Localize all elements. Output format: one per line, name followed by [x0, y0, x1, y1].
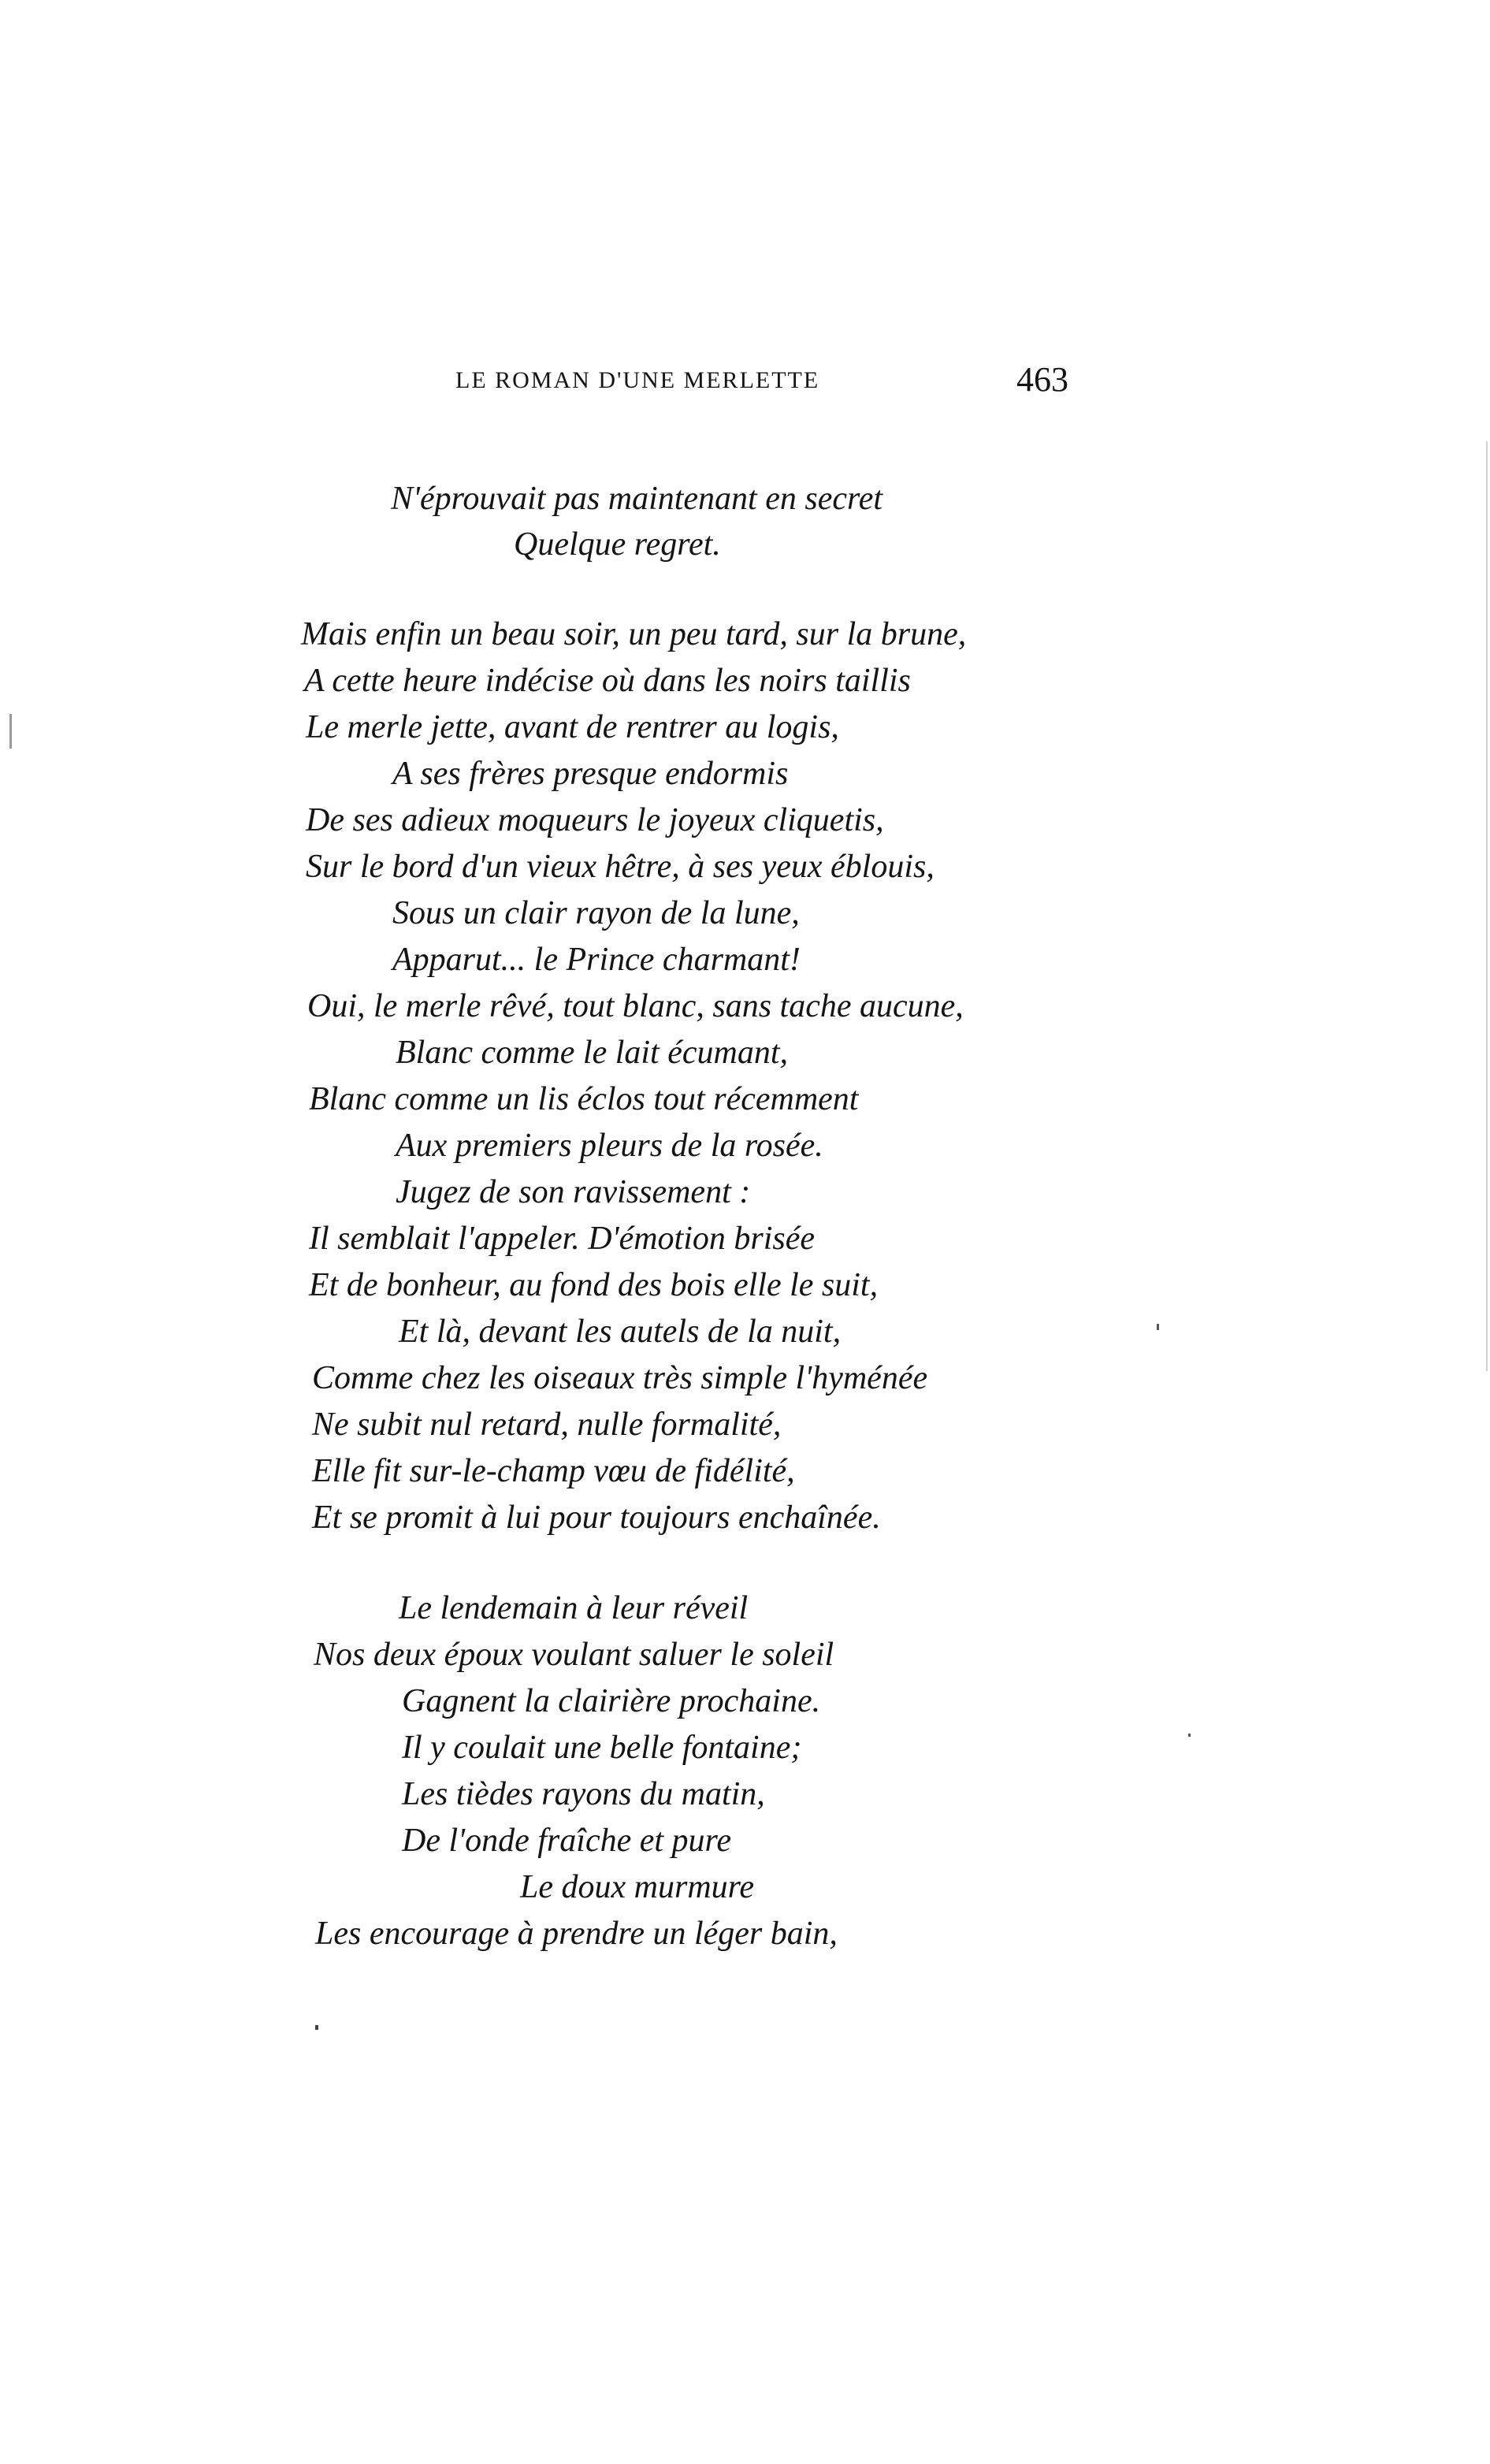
poem-line: Ne subit nul retard, nulle formalité,	[312, 1407, 782, 1443]
poem-line: Comme chez les oiseaux très simple l'hyménée	[312, 1360, 928, 1396]
poem-line: Le lendemain à leur réveil	[399, 1590, 749, 1626]
poem-line: De ses adieux moqueurs le joyeux cliquetis,	[306, 802, 884, 838]
scan-dot	[1157, 1324, 1159, 1330]
poem-line: Et là, devant les autels de la nuit,	[399, 1314, 842, 1350]
poem-line: Apparut... le Prince charmant!	[392, 942, 801, 978]
poem-line: A ses frères presque endormis	[392, 756, 789, 792]
poem-line: Les tièdes rayons du matin,	[402, 1776, 765, 1812]
poem-line: Nos deux époux voulant saluer le soleil	[314, 1637, 834, 1673]
poem-line: Il semblait l'appeler. D'émotion brisée	[309, 1221, 816, 1257]
poem-line: N'éprouvait pas maintenant en secret	[391, 481, 883, 517]
poem-line: Elle fit sur-le-champ vœu de fidélité,	[312, 1453, 795, 1489]
page-number: 463	[1016, 360, 1068, 399]
poem-line: Aux premiers pleurs de la rosée.	[396, 1128, 823, 1164]
poem-line: Oui, le merle rêvé, tout blanc, sans tache aucune,	[307, 988, 964, 1024]
poem-line: Le merle jette, avant de rentrer au logis,	[306, 709, 839, 745]
poem-line: Blanc comme le lait écumant,	[396, 1035, 789, 1071]
poem-line: Sur le bord d'un vieux hêtre, à ses yeux éblouis,	[306, 849, 935, 885]
poem-line: Et de bonheur, au fond des bois elle le suit,	[309, 1267, 879, 1303]
scan-edge	[1486, 441, 1488, 1371]
poem-line: De l'onde fraîche et pure	[402, 1823, 731, 1859]
poem-line: Il y coulait une belle fontaine;	[402, 1730, 802, 1766]
scan-dot	[315, 2025, 318, 2030]
poem-line: Mais enfin un beau soir, un peu tard, sur la brune,	[301, 616, 967, 652]
poem-line: Sous un clair rayon de la lune,	[392, 895, 800, 931]
scan-mark	[9, 714, 12, 749]
poem-line: Et se promit à lui pour toujours enchaînée.	[312, 1500, 881, 1536]
poem-line: Les encourage à prendre un léger bain,	[315, 1916, 838, 1952]
poem-line: A cette heure indécise où dans les noirs taillis	[304, 663, 911, 699]
poem-line: Le doux murmure	[520, 1869, 755, 1905]
poem-line: Gagnent la clairière prochaine.	[402, 1683, 821, 1719]
poem-line: Blanc comme un lis éclos tout récemment	[309, 1081, 859, 1117]
running-title: LE ROMAN D'UNE MERLETTE	[455, 367, 820, 393]
poem-line: Jugez de son ravissement :	[396, 1174, 751, 1210]
poem-line: Quelque regret.	[514, 526, 721, 563]
scan-dot	[1188, 1734, 1191, 1737]
